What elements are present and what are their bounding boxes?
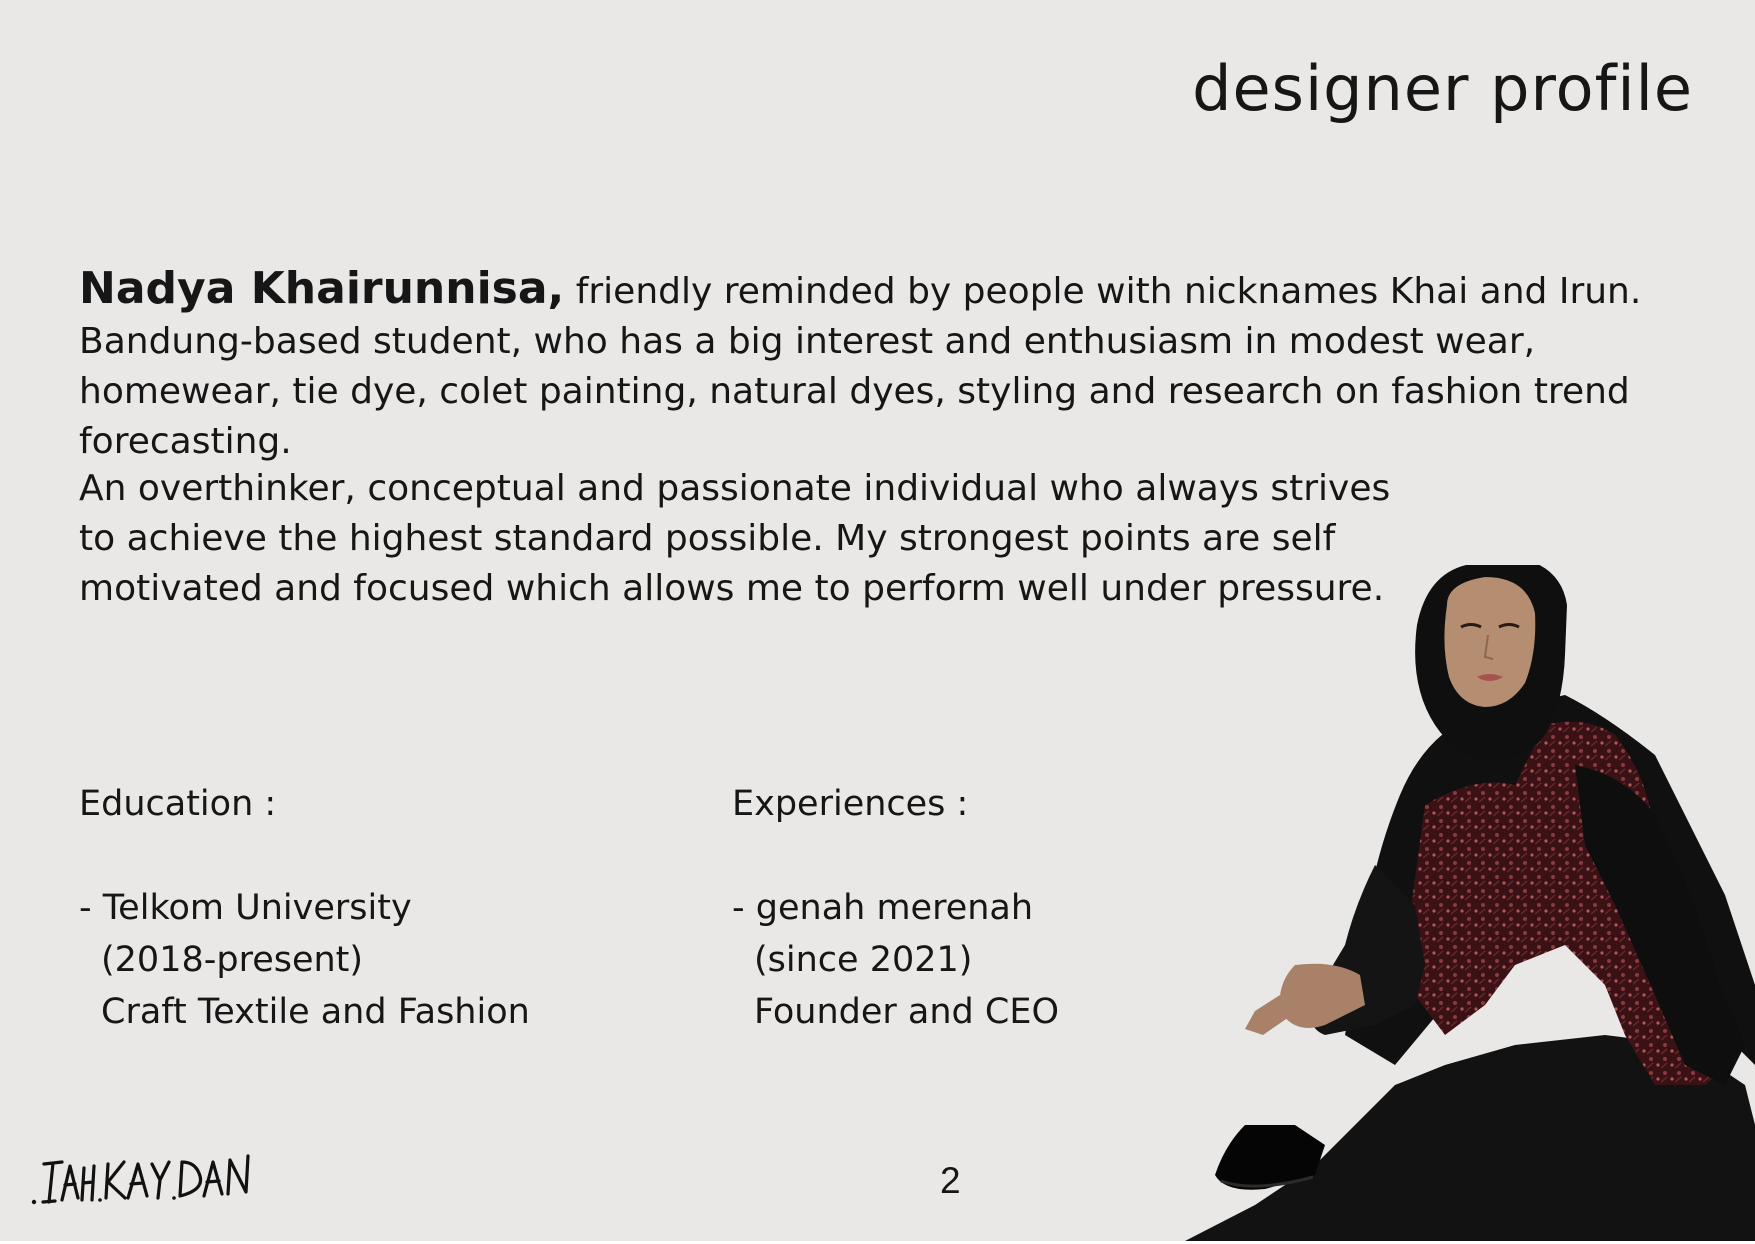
education-period: (2018-present) [101, 940, 364, 980]
experience-period: (since 2021) [754, 940, 973, 980]
education-school: - Telkom University [79, 888, 412, 928]
experience-role: Founder and CEO [754, 992, 1060, 1032]
education-entry [79, 882, 530, 1038]
education-heading: Education : [79, 784, 277, 824]
experiences-section [732, 778, 1059, 1038]
experience-entry [732, 882, 1059, 1038]
page-title: designer profile [1192, 52, 1693, 125]
bio-paragraph: An overthinker, conceptual and passionate individual who always strives to achieve the highest standard possible. My strongest points are self motivated and focused which allows me to perform well under pressure. [79, 468, 1391, 609]
designer-name: Nadya Khairunnisa, [79, 263, 565, 314]
intro-paragraph [79, 264, 1699, 467]
intro-text: friendly reminded by people with nicknames Khai and Irun. Bandung-based student, who has a big interest and enthusiasm in modest wear, homewear, tie dye, colet painting, natural dyes, styling and research on fashion trend forecasting. [79, 271, 1642, 462]
education-program: Craft Textile and Fashion [101, 992, 530, 1032]
page-number: 2 [940, 1160, 961, 1201]
experience-company: - genah merenah [732, 888, 1034, 928]
designer-photo [1185, 565, 1755, 1241]
signature-logo [28, 1142, 258, 1210]
experiences-heading: Experiences : [732, 784, 969, 824]
education-section [79, 778, 530, 1038]
